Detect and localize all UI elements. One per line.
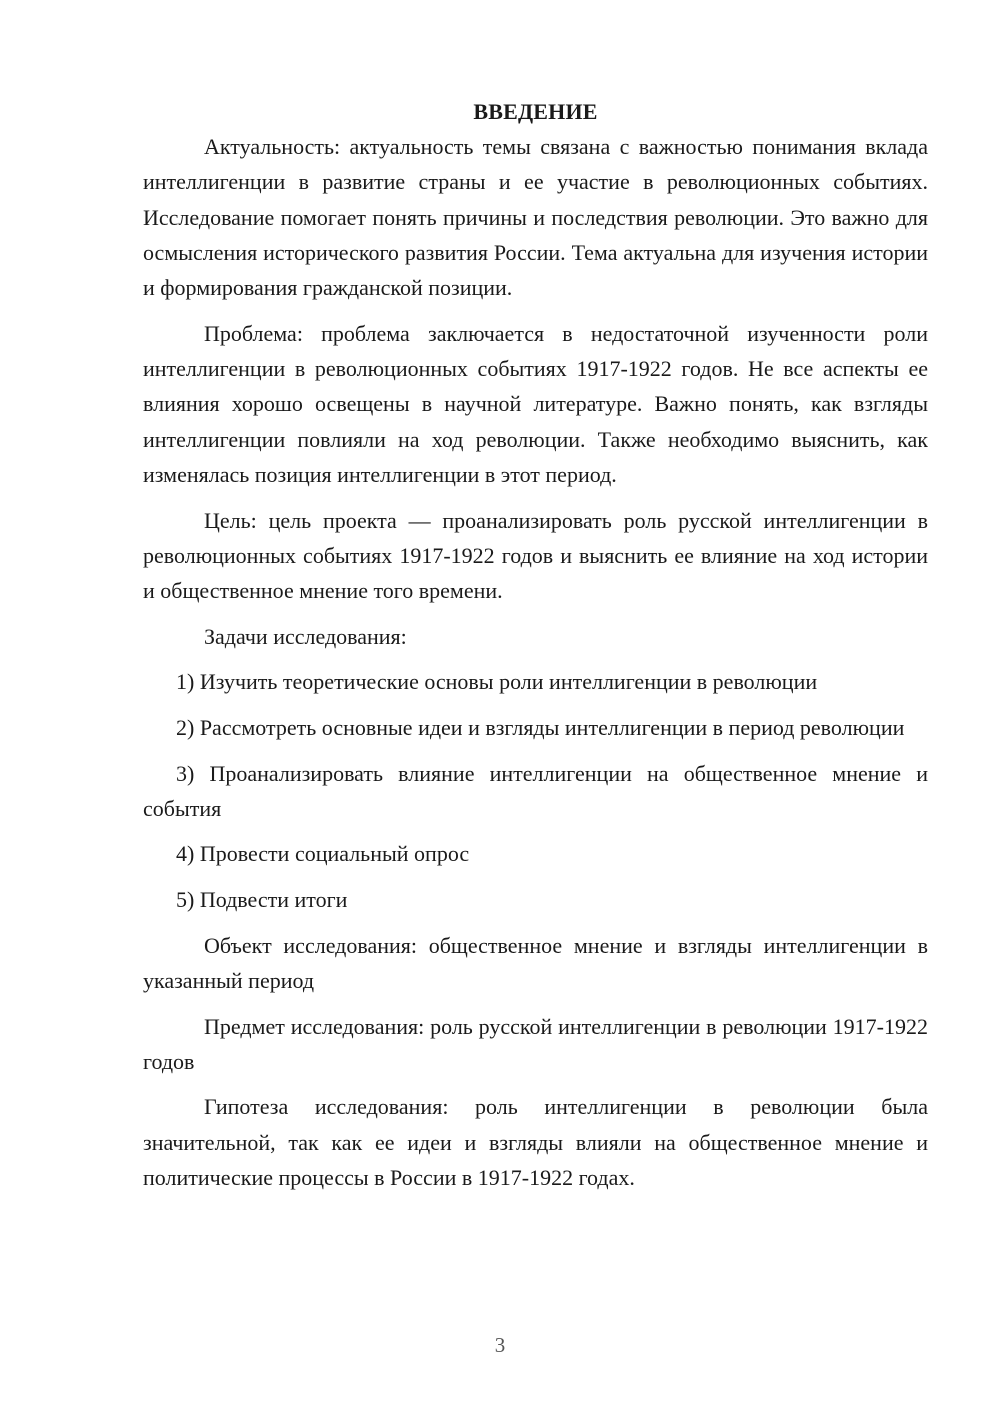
task-item-1: 1) Изучить теоретические основы роли интеллигенции в революции [176, 669, 818, 695]
tasks-heading: Задачи исследования: [204, 623, 407, 649]
document-page [143, 94, 928, 1195]
page-number: 3 [494, 1333, 506, 1357]
relevance-paragraph: Актуальность: актуальность темы связана с важностью понимания вклада интеллигенции в развитие страны и ее участие в революционных событиях. Исследование помогает понять причины и последствия революции. Это важно для осмысления исторического развития России. Тема актуальна для изучения истории и формирования гражданской позиции. [143, 134, 928, 301]
task-item-4: 4) Провести социальный опрос [176, 841, 470, 867]
page-title: ВВЕДЕНИЕ [473, 99, 598, 124]
task-item-2: 2) Рассмотреть основные идеи и взгляды интеллигенции в период революции [176, 714, 905, 740]
problem-paragraph: Проблема: проблема заключается в недостаточной изученности роли интеллигенции в революционных событиях 1917-1922 годов. Не все аспекты ее влияния хорошо освещены в научной литературе. Важно понять, как взгляды интеллигенции повлияли на ход революции. Также необходимо выяснить, как изменялась позиция интеллигенции в этот период. [143, 320, 928, 487]
object-paragraph: Объект исследования: общественное мнение и взгляды интеллигенции в указанный период [143, 932, 928, 993]
hypothesis-paragraph: Гипотеза исследования: роль интеллигенции в революции была значительной, так как ее идеи и взгляды влияли на общественное мнение и политические процессы в России в 1917-1922 годах. [143, 1094, 928, 1190]
goal-paragraph: Цель: цель проекта — проанализировать роль русской интеллигенции в революционных событиях 1917-1922 годов и выяснить ее влияние на ход истории и общественное мнение того времени. [143, 507, 928, 604]
task-item-5: 5) Подвести итоги [176, 887, 348, 913]
subject-paragraph: Предмет исследования: роль русской интеллигенции в революции 1917-1922 годов [143, 1013, 928, 1074]
task-item-3: 3) Проанализировать влияние интеллигенции на общественное мнение и события [143, 760, 928, 821]
